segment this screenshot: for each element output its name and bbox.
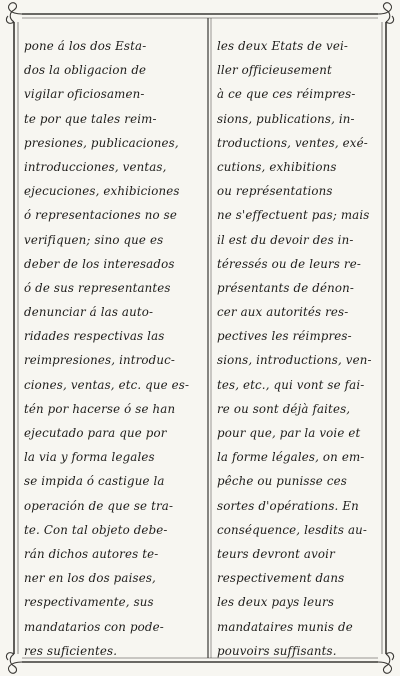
french-line: les deux Etats de vei- [217,39,349,53]
spanish-line: ner en los dos paises, [24,571,156,586]
french-line: cutions, exhibitions [217,159,337,174]
spanish-line: ejecuciones, exhibiciones [24,184,180,199]
french-line: pêche ou punisse ces [217,474,347,489]
french-line: sions, introductions, ven- [217,353,372,368]
french-text-column [217,34,377,663]
corner-flourish-top-right [378,3,394,24]
french-line: ne s'effectuent pas; mais [217,208,370,223]
spanish-line: pone á los dos Esta- [24,39,147,53]
spanish-line: denunciar á las auto- [24,305,154,320]
french-line: re ou sont déjà faites, [217,401,351,416]
spanish-line: verifiquen; sino que es [24,232,164,247]
spanish-line: la via y forma legales [24,450,155,465]
french-line: pectives les réimpres- [217,329,352,344]
spanish-line: presiones, publicaciones, [24,135,179,150]
french-line: les deux pays leurs [217,595,335,610]
french-line: à ce que ces réimpres- [217,87,356,102]
spanish-line: ó representaciones no se [24,208,178,223]
spanish-line: dos la obligacion de [24,63,147,78]
spanish-line: ejecutado para que por [24,426,167,440]
spanish-line: rán dichos autores te- [24,546,159,561]
french-line: mandataires munis de [217,619,353,634]
french-line: présentants de dénon- [217,280,354,295]
spanish-line: introducciones, ventas, [24,159,167,174]
french-line: ou représentations [217,184,333,199]
corner-flourish-bottom-right [378,653,394,674]
spanish-text-column [24,34,200,663]
french-line: teurs devront avoir [217,546,335,561]
spanish-line: ciones, ventas, etc. que es- [24,377,190,392]
spanish-line: respectivamente, sus [24,595,154,610]
french-line: la forme légales, on em- [217,450,365,465]
spanish-line: tén por hacerse ó se han [24,401,176,416]
french-line: conséquence, lesdits au- [217,522,368,537]
french-line: pouvoirs suffisants. [217,643,337,658]
french-line: sortes d'opérations. En [217,498,359,513]
corner-flourish-top-left [6,3,22,24]
french-line: cer aux autorités res- [217,305,349,320]
french-line: troductions, ventes, exé- [217,135,368,150]
french-line: sions, publications, in- [217,111,355,126]
corner-flourish-bottom-left [6,653,22,674]
french-line: il est du devoir des in- [217,232,354,247]
spanish-line: se impida ó castigue la [24,474,165,489]
french-line: téressés ou de leurs re- [217,256,361,271]
spanish-line: res suficientes. [24,643,118,658]
spanish-line: te por que tales reim- [24,111,157,126]
french-line: ller officieusement [217,63,332,78]
spanish-line: deber de los interesados [24,256,175,271]
french-line: pour que, par la voie et [217,426,361,440]
spanish-line: mandatarios con pode- [24,619,164,634]
spanish-line: ó de sus representantes [24,280,171,295]
spanish-line: te. Con tal objeto debe- [24,522,168,537]
spanish-line: ridades respectivas las [24,329,165,344]
spanish-line: operación de que se tra- [24,498,174,513]
spanish-line: reimpresiones, introduc- [24,353,176,368]
french-line: tes, etc., qui vont se fai- [217,377,365,392]
spanish-line: vigilar oficiosamen- [24,87,145,102]
french-line: respectivement dans [217,571,345,586]
